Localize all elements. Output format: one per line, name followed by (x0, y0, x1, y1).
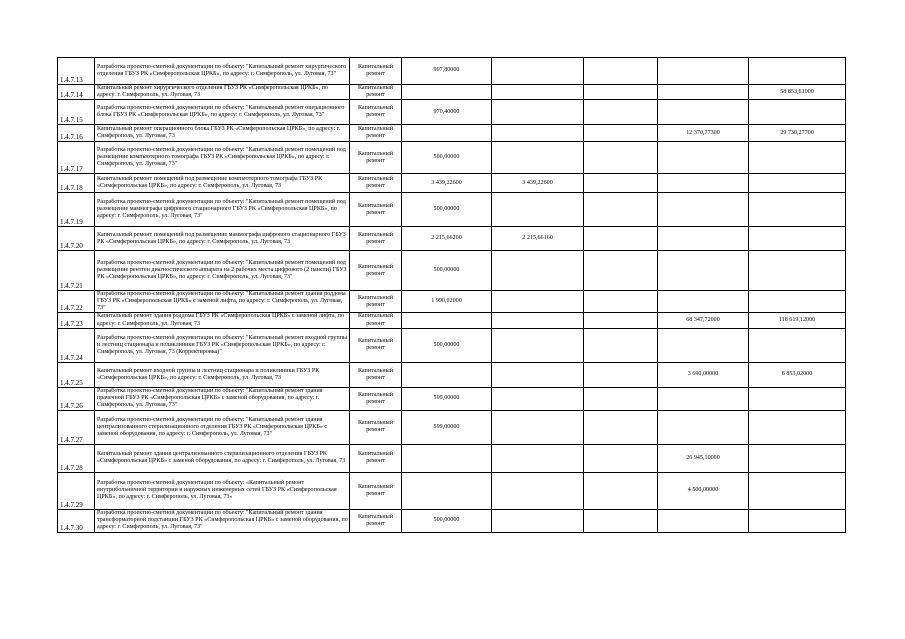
cell-c3 (584, 85, 658, 100)
cell-desc: Капитальный ремонт здания централизованного стерилизационного отделения ГБУЗ РК «Симферопольская ЦРКБ» с заменой оборудования, по адресу: г. Симферополь, ул. Луговая, 73 (95, 444, 350, 472)
cell-desc: Капитальный ремонт здания роддома ГБУЗ РК «Симферопольская ЦРКБ» с заменой лифта, по адресу: г. Симферополь, ул. Луговая, 73 (95, 313, 350, 328)
cell-num: 1.4.7.29 (58, 472, 95, 509)
cell-c1: 1 990,02000 (402, 291, 492, 313)
cell-c1: 997,80000 (402, 58, 492, 85)
budget-table (57, 57, 846, 533)
cell-c5 (749, 251, 846, 291)
cell-c1: 500,00000 (402, 328, 492, 362)
cell-desc: Капитальный ремонт помещений под размещение маммографа цифрового стационарного ГБУЗ РК «Симферопольская ЦРКБ», по адресу: г. Симферополь, ул. Луговая, 73 (95, 227, 350, 251)
cell-c1 (402, 362, 492, 387)
cell-desc: Разработка проектно-сметной документации по объекту: "Капитальный ремонт здания централизованного стерилизационного отделения ГБУЗ РК «Симферопольская ЦРКБ» с заменой оборудования, по адресу: г. Симферополь, ул. Луговая, 73" (95, 410, 350, 444)
cell-c3 (584, 125, 658, 142)
cell-num: 1.4.7.24 (58, 328, 95, 362)
cell-c3 (584, 472, 658, 509)
cell-c2 (492, 193, 584, 227)
cell-c1: 500,00000 (402, 193, 492, 227)
cell-desc: Разработка проектно-сметной документации по объекту: «Капитальный ремонт внутрибольничной территории и наружных инженерных сетей ГБУЗ РК «Симферопольская ЦРКБ», по адресу: г. Симферополь, ул. Луговая, 73» (95, 472, 350, 509)
cell-c5 (749, 291, 846, 313)
table-row (58, 251, 846, 291)
cell-c5: 29 730,27700 (749, 125, 846, 142)
cell-c3 (584, 313, 658, 328)
cell-num: 1.4.7.14 (58, 85, 95, 100)
cell-num: 1.4.7.21 (58, 251, 95, 291)
cell-c5 (749, 509, 846, 532)
table-row (58, 85, 846, 100)
table-row (58, 472, 846, 509)
cell-c2 (492, 509, 584, 532)
cell-c4: 12 370,77300 (658, 125, 749, 142)
cell-c5 (749, 142, 846, 174)
cell-c1 (402, 472, 492, 509)
table-row (58, 125, 846, 142)
cell-num: 1.4.7.17 (58, 142, 95, 174)
cell-c2 (492, 125, 584, 142)
cell-c4 (658, 509, 749, 532)
cell-c2: 3 439,22600 (492, 174, 584, 193)
cell-c5: 58 853,61000 (749, 85, 846, 100)
cell-num: 1.4.7.18 (58, 174, 95, 193)
cell-desc: Капитальный ремонт операционного блока ГБУЗ РК «Симферопольская ЦРКБ», по адресу: г. Симферополь, ул. Луговая, 73 (95, 125, 350, 142)
table-row (58, 58, 846, 85)
cell-desc: Капитальный ремонт входной группы и лестниц стационара и поликлиники ГБУЗ РК «Симферопольская ЦРКБ», по адресу: г. Симферополь, ул. Луговая, 73 (95, 362, 350, 387)
cell-c2 (492, 85, 584, 100)
table-row (58, 509, 846, 532)
cell-num: 1.4.7.26 (58, 387, 95, 410)
cell-desc: Разработка проектно-сметной документации по объекту: "Капитальный ремонт здания трансформаторной подстанции ГБУЗ РК «Симферопольская ЦРКБ» с заменой оборудования, по адресу: г. Симферополь, ул. Луговая, 73" (95, 509, 350, 532)
cell-c4: 3 690,00000 (658, 362, 749, 387)
cell-c2 (492, 444, 584, 472)
cell-num: 1.4.7.16 (58, 125, 95, 142)
cell-c3 (584, 410, 658, 444)
cell-c2 (492, 313, 584, 328)
cell-type: Капитальный ремонт (350, 227, 402, 251)
cell-c2 (492, 387, 584, 410)
cell-c4 (658, 174, 749, 193)
cell-type: Капитальный ремонт (350, 472, 402, 509)
cell-c1: 970,40000 (402, 100, 492, 125)
cell-c1: 500,00000 (402, 142, 492, 174)
cell-num: 1.4.7.25 (58, 362, 95, 387)
cell-c3 (584, 362, 658, 387)
cell-c1 (402, 444, 492, 472)
cell-c1 (402, 125, 492, 142)
table-row (58, 328, 846, 362)
cell-type: Капитальный ремонт (350, 125, 402, 142)
cell-num: 1.4.7.13 (58, 58, 95, 85)
cell-c2 (492, 328, 584, 362)
cell-c3 (584, 291, 658, 313)
cell-type: Капитальный ремонт (350, 291, 402, 313)
cell-desc: Разработка проектно-сметной документации по объекту: "Капитальный ремонт помещений под размещение компьютерного томографа ГБУЗ РК «Симферопольская ЦРКБ», по адресу: г. Симферополь, ул. Луговая, 73" (95, 142, 350, 174)
cell-type: Капитальный ремонт (350, 387, 402, 410)
cell-desc: Разработка проектно-сметной документации по объекту: "Капитальный ремонт здания роддома ГБУЗ РК «Симферопольская ЦРКБ» с заменой лифта, по адресу: г. Симферополь, ул. Луговая, 73" (95, 291, 350, 313)
cell-type: Капитальный ремонт (350, 85, 402, 100)
cell-desc: Разработка проектно-сметной документации по объекту: "Капитальный ремонт помещений под размещение маммографа цифрового стационарного ГБУЗ РК «Симферопольская ЦРКБ», по адресу: г. Симферополь, ул. Луговая, 73" (95, 193, 350, 227)
cell-c4: 26 945,10000 (658, 444, 749, 472)
cell-c4 (658, 387, 749, 410)
cell-c4 (658, 85, 749, 100)
table-row (58, 227, 846, 251)
cell-c2 (492, 100, 584, 125)
cell-num: 1.4.7.22 (58, 291, 95, 313)
cell-type: Капитальный ремонт (350, 142, 402, 174)
cell-c3 (584, 387, 658, 410)
cell-type: Капитальный ремонт (350, 410, 402, 444)
cell-c2: 2 215,66160 (492, 227, 584, 251)
cell-c5 (749, 174, 846, 193)
cell-type: Капитальный ремонт (350, 362, 402, 387)
cell-c5 (749, 193, 846, 227)
cell-c5: 8 853,02000 (749, 362, 846, 387)
cell-c5 (749, 410, 846, 444)
cell-c1 (402, 313, 492, 328)
table-body (58, 58, 846, 533)
cell-type: Капитальный ремонт (350, 444, 402, 472)
table-row (58, 313, 846, 328)
cell-c4 (658, 328, 749, 362)
cell-c2 (492, 58, 584, 85)
cell-c5: 118 619,12000 (749, 313, 846, 328)
cell-type: Капитальный ремонт (350, 328, 402, 362)
cell-type: Капитальный ремонт (350, 100, 402, 125)
cell-c1: 599,00000 (402, 387, 492, 410)
table-row (58, 410, 846, 444)
cell-c3 (584, 251, 658, 291)
cell-c3 (584, 174, 658, 193)
cell-desc: Разработка проектно-сметной документации по объекту: "Капитальный ремонт здания прачечной ГБУЗ РК «Симферопольская ЦРКБ» с заменой оборудования, по адресу: г. Симферополь, ул. Луговая, 73" (95, 387, 350, 410)
cell-c3 (584, 193, 658, 227)
cell-c4 (658, 291, 749, 313)
cell-num: 1.4.7.23 (58, 313, 95, 328)
cell-c5 (749, 100, 846, 125)
cell-desc: Капитальный ремонт помещений под размещение компьютерного томографа ГБУЗ РК «Симферопольская ЦРКБ», по адресу: г. Симферополь, ул. Луговая, 73 (95, 174, 350, 193)
cell-c2 (492, 291, 584, 313)
cell-desc: Разработка проектно-сметной документации по объекту: "Капитальный ремонт входной группы и лестниц стационара и поликлиники ГБУЗ РК «Симферопольская ЦРКБ», по адресу: г. Симферополь, ул. Луговая, 73 (Корректировка)" (95, 328, 350, 362)
cell-c5 (749, 227, 846, 251)
cell-type: Капитальный ремонт (350, 193, 402, 227)
cell-c5 (749, 58, 846, 85)
cell-c2 (492, 251, 584, 291)
table-row (58, 193, 846, 227)
cell-c3 (584, 444, 658, 472)
cell-c4: 4 500,00000 (658, 472, 749, 509)
table-row (58, 174, 846, 193)
cell-c2 (492, 142, 584, 174)
cell-num: 1.4.7.27 (58, 410, 95, 444)
cell-c5 (749, 444, 846, 472)
cell-c4 (658, 100, 749, 125)
cell-desc: Разработка проектно-сметной документации по объекту: "Капитальный ремонт хирургического отделения ГБУЗ РК «Симферопольская ЦРКБ», по адресу: г. Симферополь, ул. Луговая, 73" (95, 58, 350, 85)
cell-type: Капитальный ремонт (350, 58, 402, 85)
cell-c4 (658, 410, 749, 444)
cell-type: Капитальный ремонт (350, 313, 402, 328)
cell-c3 (584, 509, 658, 532)
table-row (58, 362, 846, 387)
cell-c5 (749, 387, 846, 410)
cell-c2 (492, 410, 584, 444)
cell-num: 1.4.7.20 (58, 227, 95, 251)
cell-c4 (658, 227, 749, 251)
cell-c2 (492, 362, 584, 387)
cell-num: 1.4.7.15 (58, 100, 95, 125)
cell-type: Капитальный ремонт (350, 174, 402, 193)
cell-c4: 68 347,72000 (658, 313, 749, 328)
table-row (58, 291, 846, 313)
table-row (58, 100, 846, 125)
cell-type: Капитальный ремонт (350, 509, 402, 532)
table-row (58, 142, 846, 174)
cell-c1 (402, 85, 492, 100)
cell-c3 (584, 100, 658, 125)
cell-desc: Разработка проектно-сметной документации по объекту: "Капитальный ремонт помещений под размещение рентген диагностического аппарата на 2 рабочих места цифрового (2 панели) ГБУЗ РК «Симферопольская ЦРКБ», по адресу: г. Симферополь, ул. Луговая, 73" (95, 251, 350, 291)
cell-c4 (658, 58, 749, 85)
table-row (58, 444, 846, 472)
cell-c1: 500,00000 (402, 509, 492, 532)
cell-c5 (749, 472, 846, 509)
cell-c4 (658, 193, 749, 227)
table-row (58, 387, 846, 410)
cell-num: 1.4.7.19 (58, 193, 95, 227)
cell-num: 1.4.7.30 (58, 509, 95, 532)
cell-c1: 500,00000 (402, 251, 492, 291)
cell-c3 (584, 227, 658, 251)
cell-c1: 2 215,66200 (402, 227, 492, 251)
cell-c2 (492, 472, 584, 509)
cell-c3 (584, 58, 658, 85)
cell-c3 (584, 142, 658, 174)
cell-desc: Капитальный ремонт хирургического отделения ГБУЗ РК «Симферопольская ЦРКБ», по адресу: г. Симферополь, ул. Луговая, 73 (95, 85, 350, 100)
cell-c4 (658, 251, 749, 291)
cell-c1: 599,00000 (402, 410, 492, 444)
cell-c5 (749, 328, 846, 362)
cell-type: Капитальный ремонт (350, 251, 402, 291)
cell-c3 (584, 328, 658, 362)
cell-c1: 3 439,22600 (402, 174, 492, 193)
cell-desc: Разработка проектно-сметной документации по объекту: "Капитальный ремонт операционного блока ГБУЗ РК «Симферопольская ЦРКБ», по адресу: г. Симферополь, ул. Луговая, 73" (95, 100, 350, 125)
cell-num: 1.4.7.28 (58, 444, 95, 472)
cell-c4 (658, 142, 749, 174)
